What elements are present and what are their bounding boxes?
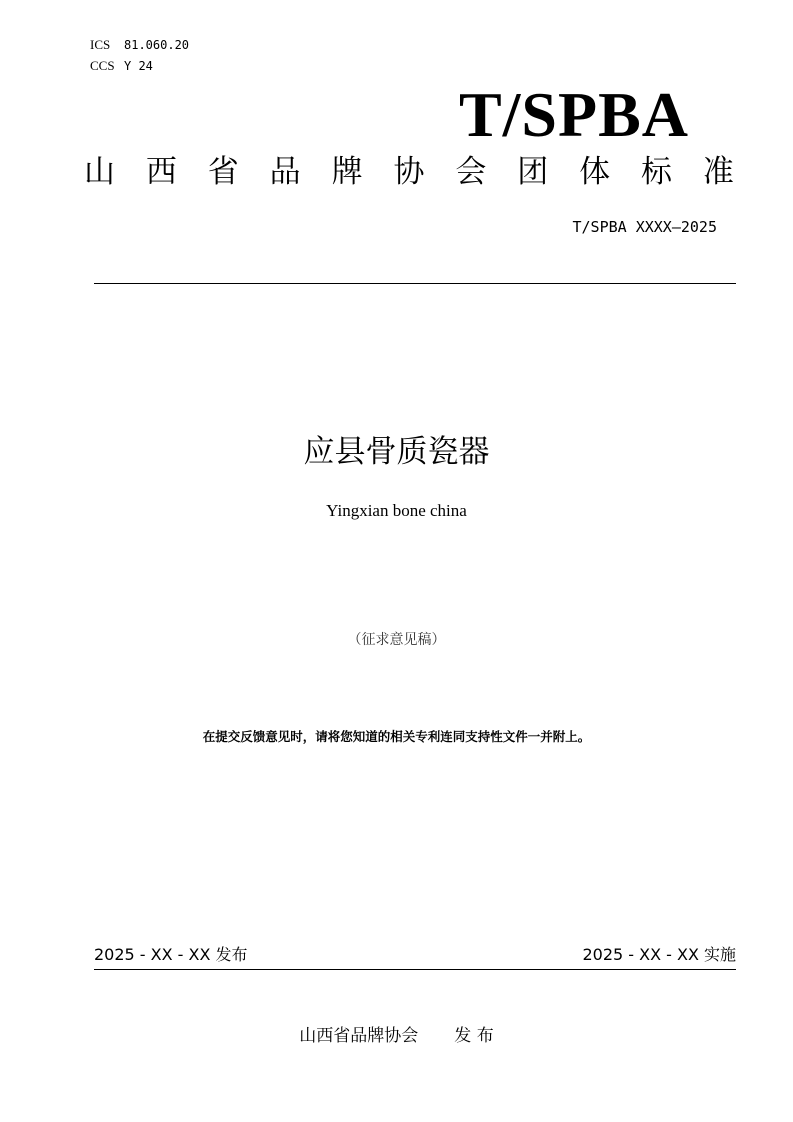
org-title-char: 品 <box>269 154 301 190</box>
standard-number: T/SPBA XXXX—2025 <box>572 218 717 236</box>
org-title-char: 准 <box>702 154 734 190</box>
publisher-org: 山西省品牌协会 <box>299 1026 419 1046</box>
org-title-char: 牌 <box>331 154 363 190</box>
org-title-char: 团 <box>517 154 549 190</box>
org-title-char: 省 <box>207 154 239 190</box>
ccs-label: CCS <box>90 58 115 73</box>
release-date: 2025 - XX - XX 发布 <box>94 945 248 964</box>
org-title-char: 会 <box>455 154 487 190</box>
ccs-row <box>90 59 153 73</box>
publisher-line <box>0 1024 793 1048</box>
org-standard-title <box>84 150 734 194</box>
org-title-char: 协 <box>393 154 425 190</box>
draft-label: （征求意见稿） <box>347 632 446 648</box>
ics-row <box>90 38 189 52</box>
org-title-char: 西 <box>145 154 177 190</box>
implement-date: 2025 - XX - XX 实施 <box>582 945 736 964</box>
ccs-value: Y 24 <box>124 59 153 73</box>
ics-label: ICS <box>90 37 111 52</box>
document-title-cn: 应县骨质瓷器 <box>303 434 490 470</box>
document-title-en: Yingxian bone china <box>326 501 467 520</box>
footer-divider <box>94 969 736 970</box>
publisher-action: 发 布 <box>454 1026 494 1046</box>
ics-value: 81.060.20 <box>124 38 190 52</box>
standard-logo: T/SPBA <box>458 79 689 150</box>
org-title-char: 体 <box>579 154 611 190</box>
patent-notice: 在提交反馈意见时，请将您知道的相关专利连同支持性文件一并附上。 <box>202 729 591 744</box>
header-divider <box>94 283 736 284</box>
org-title-char: 山 <box>84 154 115 190</box>
org-title-char: 标 <box>641 154 673 190</box>
